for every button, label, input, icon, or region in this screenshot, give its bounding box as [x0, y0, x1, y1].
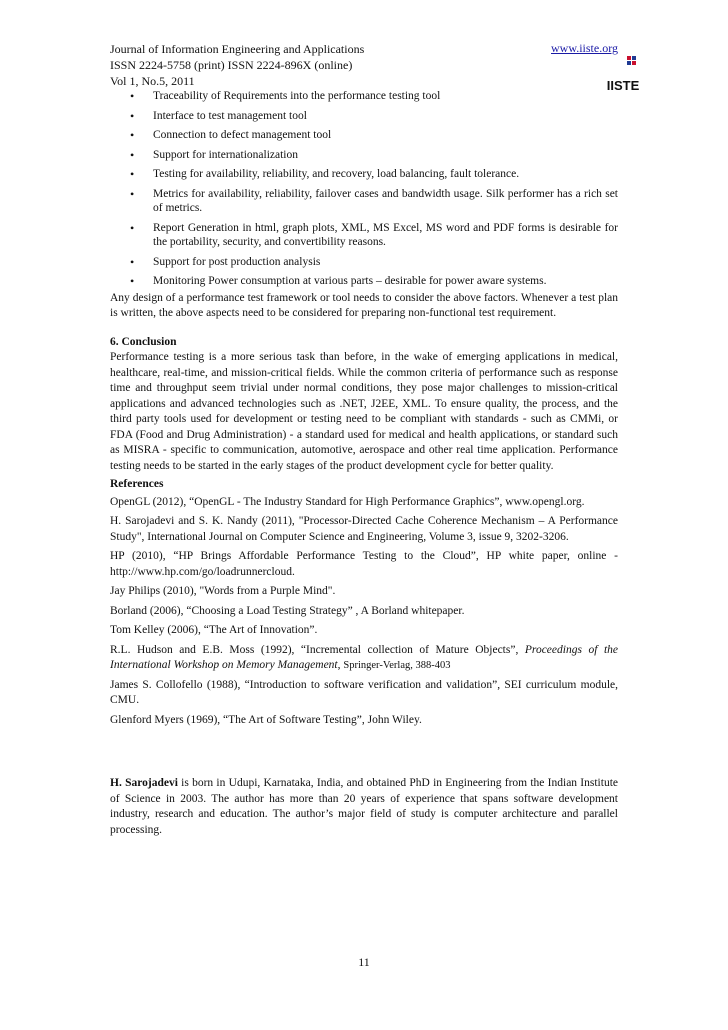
conclusion-heading: 6. Conclusion — [110, 335, 177, 348]
author-name: H. Sarojadevi — [110, 777, 178, 789]
reference-item: Borland (2006), “Choosing a Load Testing Strategy” , A Borland whitepaper. — [110, 604, 465, 617]
bullet-icon: • — [130, 186, 135, 201]
design-paragraph: Any design of a performance test framework or tool needs to consider the above factors. Whenever a test plan is written, the above aspects need to be considered for preparing non-functional test requirement. — [110, 291, 618, 319]
list-item: • Traceability of Requirements into the performance testing tool — [130, 89, 441, 103]
bullet-icon: • — [130, 89, 135, 103]
journal-name: Journal of Information Engineering and Applications — [110, 42, 365, 56]
bullet-icon: • — [130, 108, 135, 123]
reference-item: Jay Philips (2010), "Words from a Purple Mind". — [110, 585, 336, 597]
reference-item: James S. Collofello (1988), “Introduction to software verification and validation”, SEI curriculum module, CMU. — [110, 678, 618, 706]
reference-item: Glenford Myers (1969), “The Art of Software Testing”, John Wiley. — [110, 713, 422, 726]
list-item: • Support for post production analysis — [130, 254, 321, 269]
journal-website-link[interactable]: www.iiste.org — [551, 41, 618, 55]
bullet-icon: • — [130, 128, 135, 142]
bullet-icon: • — [130, 274, 135, 288]
journal-issn: ISSN 2224-5758 (print) ISSN 2224-896X (online) — [110, 58, 353, 72]
bullet-icon: • — [130, 254, 135, 269]
logo-text: IISTE — [607, 78, 639, 93]
list-item: • Testing for availability, reliability, and recovery, load balancing, fault tolerance. — [130, 167, 520, 181]
list-item: • Metrics for availability, reliability, failover cases and bandwidth usage. Silk performer has a rich set of metrics. — [130, 186, 618, 214]
reference-item: R.L. Hudson and E.B. Moss (1992), “Incremental collection of Mature Objects”, Proceedings of the International Workshop on Memory Management, Springer-Verlag, 388-403 — [110, 643, 618, 671]
reference-item: HP (2010), “HP Brings Affordable Performance Testing to the Cloud”, HP white paper, online - http://www.hp.com/go/loadrunnercloud. — [110, 550, 618, 578]
reference-item: H. Sarojadevi and S. K. Nandy (2011), "Processor-Directed Cache Coherence Mechanism – A Performance Study", International Journal on Computer Science and Engineering, Volume 3, issue 9, 3202-3206. — [110, 515, 618, 543]
page-content — [110, 41, 618, 838]
reference-item: Tom Kelley (2006), “The Art of Innovation”. — [110, 624, 318, 636]
bullet-icon: • — [130, 220, 135, 235]
page-number: 11 — [358, 955, 370, 969]
author-bio: H. Sarojadevi is born in Udupi, Karnataka, India, and obtained PhD in Engineering from the Indian Institute of Science in 2003. The author has more than 20 years of experience that spans software development industry, research and education. The author’s major field of study is computer architecture and parallel processing. — [110, 777, 618, 836]
references-heading: References — [110, 478, 164, 490]
list-item: • Connection to defect management tool — [130, 128, 332, 142]
publisher: Springer-Verlag, 388-403 — [343, 660, 451, 671]
proceedings-title: Proceedings of the International Workshop on Memory Management — [110, 643, 618, 671]
list-item: • Support for internationalization — [130, 147, 298, 162]
bullet-icon: • — [130, 147, 135, 162]
journal-volume: Vol 1, No.5, 2011 — [110, 74, 195, 88]
list-item: • Report Generation in html, graph plots, XML, MS Excel, MS word and PDF forms is desirable for the portability, security, and convertibility reasons. — [130, 220, 618, 248]
conclusion-paragraph: Performance testing is a more serious task than before, in the wake of emerging applications in medical, healthcare, real-time, and mission-critical fields. While the common criteria of performance such as response time and throughput seem trivial under normal conditions, they pose major challenges to mission-critical applications and advanced technologies such as .NET, J2EE, XML. To ensure quality, the process, and the third party tools used for development or testing need to be compliant with standards - such as CMMi, or FDA (Food and Drug Administration) - a standard used for medical and health applications, or standard such as MISRA - specific to communication, automotive, aerospace and other real time application. Performance testing needs to be started in the early stages of the product development cycle for better quality. — [110, 351, 618, 472]
requirements-list — [110, 89, 618, 289]
bullet-icon: • — [130, 167, 135, 181]
list-item: • Interface to test management tool — [130, 108, 307, 123]
list-item: • Monitoring Power consumption at various parts – desirable for power aware systems. — [130, 274, 547, 288]
reference-item: OpenGL (2012), “OpenGL - The Industry Standard for High Performance Graphics”, www.opengl.org. — [110, 495, 585, 508]
